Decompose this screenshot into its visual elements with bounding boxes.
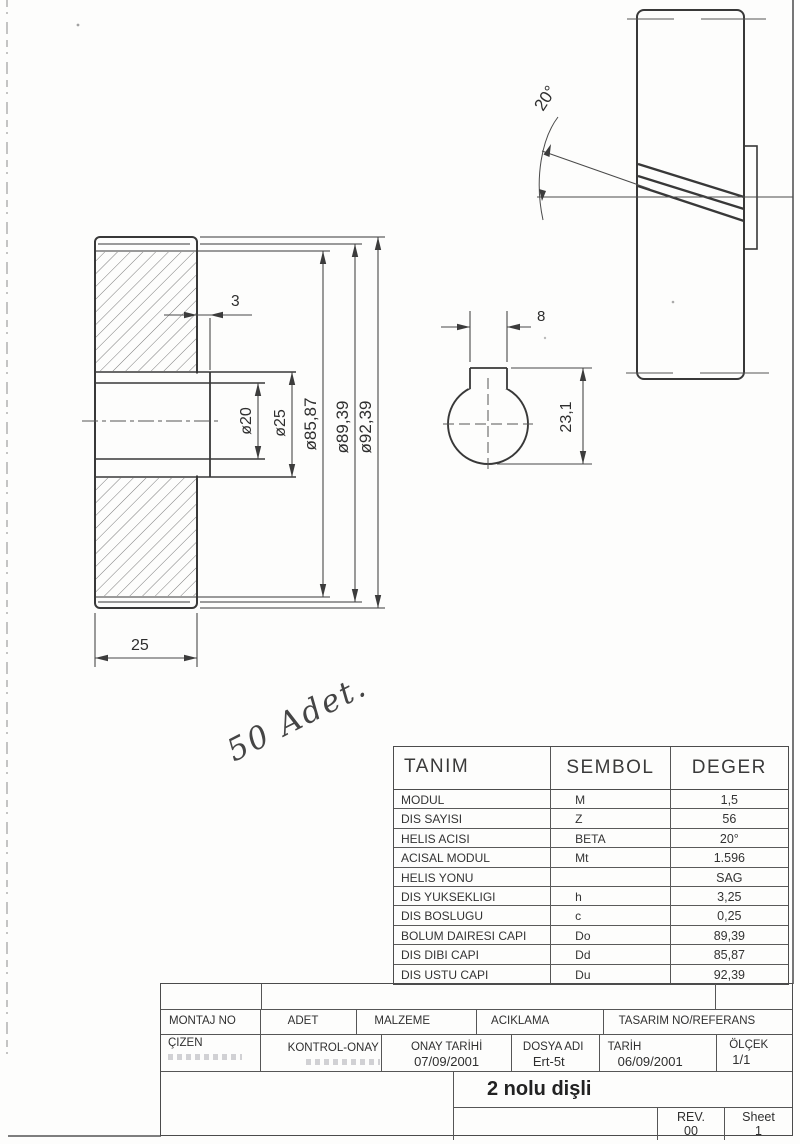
cizen-label: ÇIZEN xyxy=(168,1037,203,1049)
header-tanim: TANIM xyxy=(394,747,551,789)
cell-tanim: HELIS ACISI xyxy=(394,829,551,847)
cell-deger: 56 xyxy=(722,812,737,827)
sheet-label: Sheet xyxy=(742,1110,775,1124)
cell-sembol: BETA xyxy=(551,829,670,847)
title-block-approval-row xyxy=(161,1035,792,1072)
header-deger: DEGER xyxy=(691,757,767,778)
arrowhead xyxy=(507,324,520,330)
aciklama-label: ACIKLAMA xyxy=(477,1010,604,1034)
cell-sembol: Dd xyxy=(551,945,670,963)
divider xyxy=(261,984,262,1009)
cizen-cell xyxy=(161,1035,261,1071)
cell-sembol: c xyxy=(551,906,670,924)
montaj-no-label: MONTAJ NO xyxy=(161,1010,261,1034)
olcek-label: ÖLÇEK xyxy=(729,1039,769,1051)
table-row xyxy=(394,829,788,848)
arrowhead xyxy=(210,312,223,318)
cell-tanim: DIS SAYISI xyxy=(394,809,551,827)
cell-sembol xyxy=(551,868,670,886)
cell-deger: 92,39 xyxy=(713,967,745,982)
helix-angle-dimension xyxy=(539,117,650,220)
cell-deger: 1,5 xyxy=(720,793,739,807)
cell-tanim: DIS DIBI CAPI xyxy=(394,945,551,963)
arrowhead xyxy=(289,464,295,477)
kontrol-onay-label: KONTROL-ONAY xyxy=(287,1042,379,1054)
table-row xyxy=(394,906,788,925)
arrowhead xyxy=(95,655,108,661)
cell-deger: 1.596 xyxy=(713,851,745,866)
arrowhead xyxy=(320,251,326,264)
dosya-adi-value: Ert-5t xyxy=(532,1054,565,1069)
gear-front-view xyxy=(537,10,793,379)
hatch-rim-bottom xyxy=(96,478,196,596)
part-title: 2 nolu dişli xyxy=(454,1072,792,1108)
cell-deger: SAG xyxy=(716,870,743,885)
bore-keyway-arrows xyxy=(457,324,586,464)
arrowhead xyxy=(289,372,295,385)
dim-helix-angle-label: 20° xyxy=(530,82,561,115)
arrowhead xyxy=(580,368,586,381)
sheet-value: 1 xyxy=(755,1124,762,1138)
title-block xyxy=(160,983,793,1136)
dim-hub-label: ø25 xyxy=(272,409,289,437)
cell-sembol: M xyxy=(551,790,670,808)
dim-tip-label: ø92,39 xyxy=(356,400,375,454)
dim-step-label: 3 xyxy=(231,293,240,310)
dim-bore-label: ø20 xyxy=(238,407,255,435)
angle-ref-line xyxy=(542,151,650,189)
rev-label: REV. xyxy=(676,1110,706,1124)
tarih-value: 06/09/2001 xyxy=(617,1054,683,1069)
angle-arc xyxy=(539,117,558,220)
tarih-cell xyxy=(600,1035,718,1071)
table-row xyxy=(394,965,788,984)
sheet-cell xyxy=(725,1108,792,1140)
web-edge-mask xyxy=(196,374,200,476)
table-row xyxy=(394,868,788,887)
onay-tarihi-value: 07/09/2001 xyxy=(414,1054,480,1069)
title-block-bottom xyxy=(161,1072,792,1140)
rev-cell xyxy=(658,1108,725,1140)
adet-label: ADET xyxy=(261,1010,358,1034)
cell-sembol: h xyxy=(551,887,670,905)
title-block-empty-cell xyxy=(161,1072,454,1140)
table-row xyxy=(394,945,788,964)
cell-tanim: DIS BOSLUGU xyxy=(394,906,551,924)
table-row xyxy=(394,926,788,945)
rev-value: 00 xyxy=(684,1124,698,1138)
cell-sembol: Do xyxy=(551,926,670,944)
cell-tanim: MODUL xyxy=(394,790,551,808)
olcek-value: 1/1 xyxy=(732,1052,751,1067)
dim-pitch-label: ø89,39 xyxy=(333,400,352,454)
dosya-adi-cell xyxy=(512,1035,600,1071)
scan-speck xyxy=(672,301,675,304)
tasarim-label: TASARIM NO/REFERANS xyxy=(618,1015,756,1027)
table-row xyxy=(394,848,788,867)
cell-deger: 0,25 xyxy=(717,909,742,924)
table-row xyxy=(394,809,788,828)
title-block-title-area xyxy=(454,1072,792,1140)
kontrol-onay-cell xyxy=(261,1035,383,1071)
arrowhead xyxy=(352,244,358,257)
arrowhead xyxy=(375,595,381,608)
cell-tanim: HELIS YONU xyxy=(394,868,551,886)
arrowhead xyxy=(457,324,470,330)
onay-tarihi-label: ONAY TARİHİ xyxy=(410,1041,483,1053)
dim-keyway-width-label: 8 xyxy=(537,308,546,325)
dim-keyway-depth-label: 23,1 xyxy=(558,401,575,433)
helix-angle-arrows xyxy=(539,144,551,201)
bore-keyway-labels xyxy=(537,308,575,433)
cell-deger: 89,39 xyxy=(713,928,745,943)
cell-sembol: Du xyxy=(551,965,670,984)
dim-width-label: 25 xyxy=(131,637,149,654)
spacer-cell xyxy=(454,1108,658,1140)
gear-spec-table xyxy=(393,746,789,985)
arrowhead xyxy=(255,383,261,396)
dim-root-label: ø85,87 xyxy=(301,397,320,451)
scan-speck xyxy=(544,337,546,339)
faded-signature-kontrol xyxy=(306,1059,380,1065)
handwritten-quantity-note: 50 Adet. xyxy=(221,667,374,770)
arrowhead xyxy=(580,451,586,464)
cell-tanim: DIS YUKSEKLIGI xyxy=(394,887,551,905)
dosya-adi-label: DOSYA ADI xyxy=(522,1041,584,1053)
malzeme-label: MALZEME xyxy=(357,1010,477,1034)
arrowhead xyxy=(184,655,197,661)
table-row xyxy=(394,790,788,809)
arrowhead xyxy=(375,237,381,250)
arrowhead xyxy=(320,584,326,597)
cell-sembol: Mt xyxy=(551,848,670,866)
olcek-cell xyxy=(717,1035,792,1071)
title-block-top-strip xyxy=(161,984,792,1010)
onay-tarihi-cell xyxy=(382,1035,512,1071)
arrowhead xyxy=(255,446,261,459)
cell-deger: 20° xyxy=(719,831,739,846)
table-row xyxy=(394,887,788,906)
cell-deger: 85,87 xyxy=(713,948,745,963)
bore-keyway-dimensions xyxy=(441,311,592,464)
hatch-rim-top xyxy=(96,252,196,371)
spec-table-header xyxy=(394,747,788,790)
cell-tanim: BOLUM DAIRESI CAPI xyxy=(394,926,551,944)
scan-speck xyxy=(77,24,80,27)
cell-deger: 3,25 xyxy=(717,889,742,904)
cell-tanim: DIS USTU CAPI xyxy=(394,965,551,984)
bore-keyway-view xyxy=(443,365,533,470)
header-sembol: SEMBOL xyxy=(551,747,670,789)
cell-sembol: Z xyxy=(551,809,670,827)
tarih-label: TARİH xyxy=(607,1041,642,1053)
gear-front-outline xyxy=(637,10,744,379)
faded-signature-cizen xyxy=(168,1054,242,1060)
rev-sheet-row xyxy=(454,1108,792,1140)
title-block-header-row xyxy=(161,1010,792,1035)
divider xyxy=(715,984,716,1009)
cell-tanim: ACISAL MODUL xyxy=(394,848,551,866)
arrowhead xyxy=(352,589,358,602)
